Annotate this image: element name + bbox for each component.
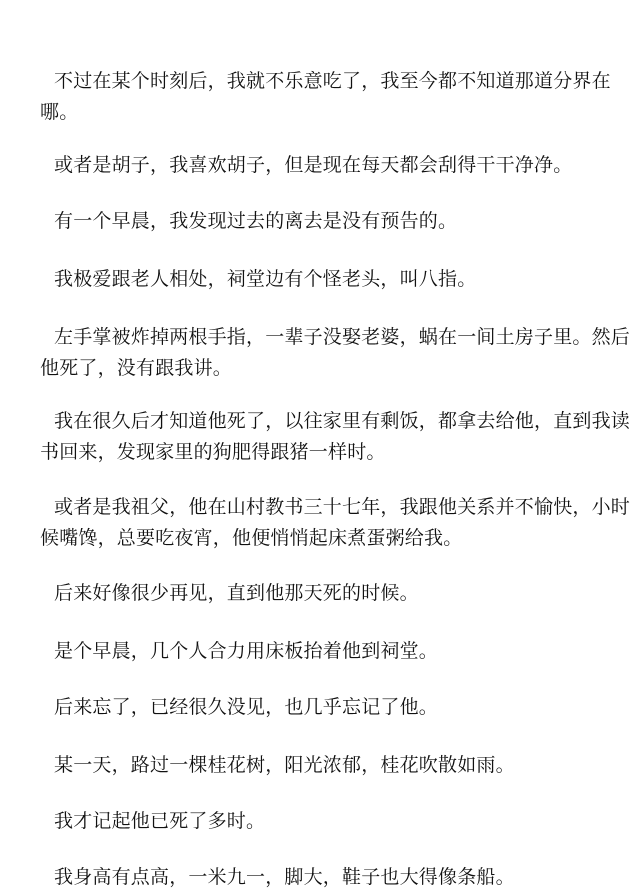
paragraph: 或者是我祖父，他在山村教书三十七年，我跟他关系并不愉快，小时候嘴馋，总要吃夜宵，他便悄悄起床煮蛋粥给我。	[40, 496, 631, 549]
paragraph: 我极爱跟老人相处，祠堂边有个怪老头，叫八指。	[54, 268, 477, 290]
paragraph: 是个早晨，几个人合力用床板抬着他到祠堂。	[54, 640, 439, 662]
paragraph: 后来忘了，已经很久没见，也几乎忘记了他。	[54, 696, 439, 718]
paragraph: 不过在某个时刻后，我就不乐意吃了，我至今都不知道那道分界在哪。	[40, 70, 611, 123]
paragraph: 后来好像很少再见，直到他那天死的时候。	[54, 582, 419, 604]
paragraph: 或者是胡子，我喜欢胡子，但是现在每天都会刮得干干净净。	[54, 154, 573, 176]
paragraph: 我身高有点高，一米九一，脚大，鞋子也大得像条船。	[54, 866, 515, 888]
paragraph: 有一个早晨，我发现过去的离去是没有预告的。	[54, 210, 458, 232]
paragraph: 某一天，路过一棵桂花树，阳光浓郁，桂花吹散如雨。	[54, 754, 515, 776]
paragraph: 我才记起他已死了多时。	[54, 810, 266, 832]
paragraph: 左手掌被炸掉两根手指，一辈子没娶老婆，蜗在一间土房子里。然后他死了，没有跟我讲。	[40, 326, 631, 379]
paragraph: 我在很久后才知道他死了，以往家里有剩饭，都拿去给他，直到我读书回来，发现家里的狗肥得跟猪一样时。	[40, 410, 631, 463]
